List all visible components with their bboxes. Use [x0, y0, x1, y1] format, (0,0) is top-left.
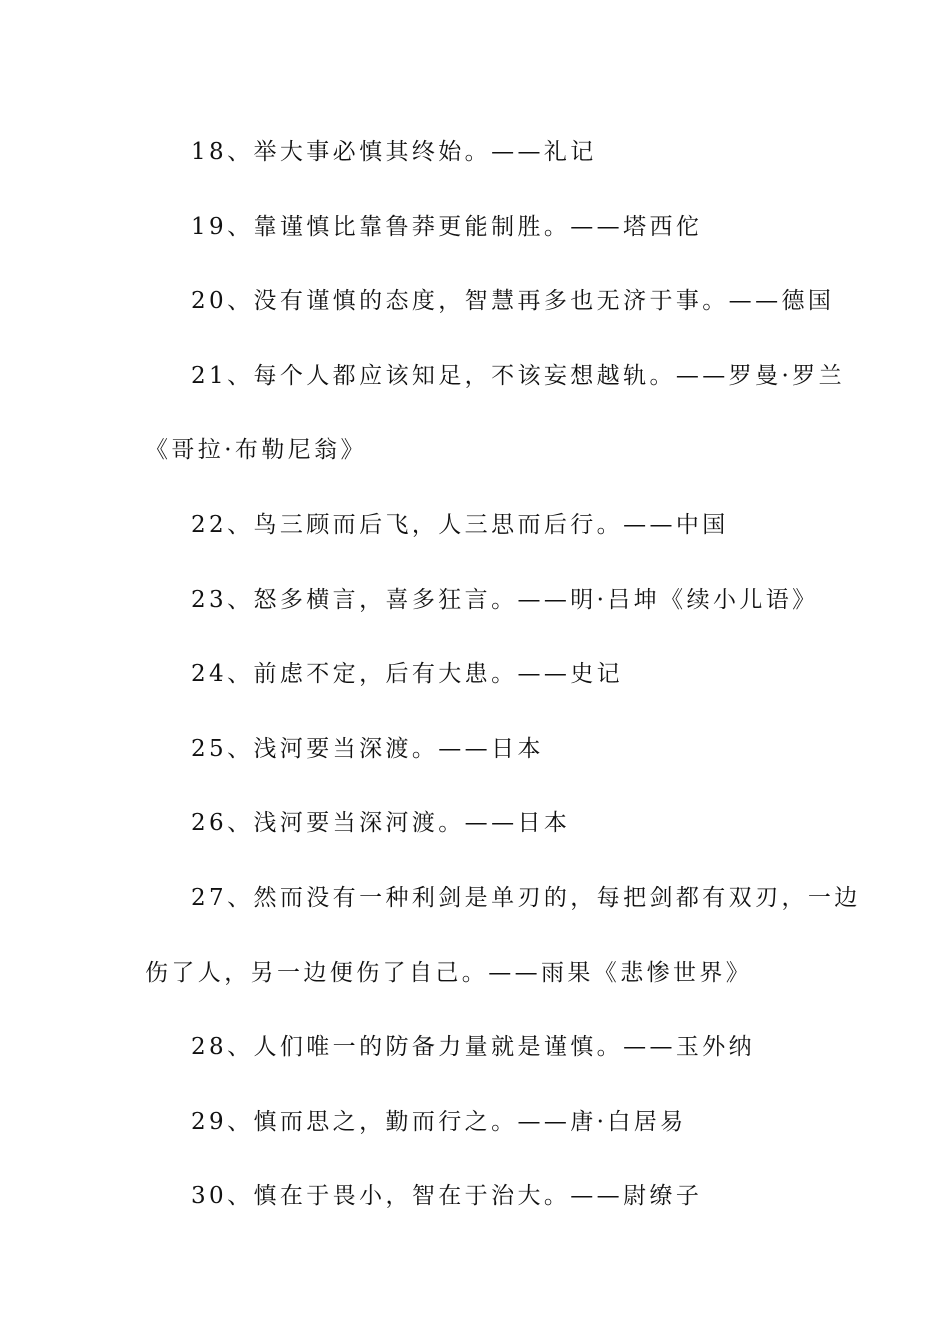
quote-line-26: 26、浅河要当深河渡。——日本	[191, 810, 571, 837]
quote-line-24: 24、前虑不定，后有大患。——史记	[191, 661, 624, 688]
quote-line-23: 23、怒多横言，喜多狂言。——明·吕坤《续小儿语》	[191, 586, 819, 613]
quote-line-28: 28、人们唯一的防备力量就是谨慎。——玉外纳	[191, 1034, 756, 1061]
quote-line-22: 22、鸟三顾而后飞，人三思而后行。——中国	[191, 511, 729, 538]
quote-list	[145, 133, 861, 1252]
quote-line-19: 19、靠谨慎比靠鲁莽更能制胜。——塔西佗	[191, 213, 703, 240]
quote-line-27: 27、然而没有一种利剑是单刃的，每把剑都有双刃，一边	[191, 884, 861, 911]
quote-line-21: 21、每个人都应该知足，不该妄想越轨。——罗曼·罗兰	[191, 362, 845, 389]
quote-line-21-continued: 《哥拉·布勒尼翁》	[145, 437, 367, 464]
quote-line-27-continued: 伤了人，另一边便伤了自己。——雨果《悲惨世界》	[145, 959, 753, 986]
quote-line-20: 20、没有谨慎的态度，智慧再多也无济于事。——德国	[191, 288, 835, 315]
quote-line-30: 30、慎在于畏小，智在于治大。——尉缭子	[191, 1183, 703, 1210]
quote-line-25: 25、浅河要当深渡。——日本	[191, 735, 544, 762]
quote-line-18: 18、举大事必慎其终始。——礼记	[191, 139, 597, 165]
quote-line-29: 29、慎而思之，勤而行之。——唐·白居易	[191, 1108, 687, 1135]
